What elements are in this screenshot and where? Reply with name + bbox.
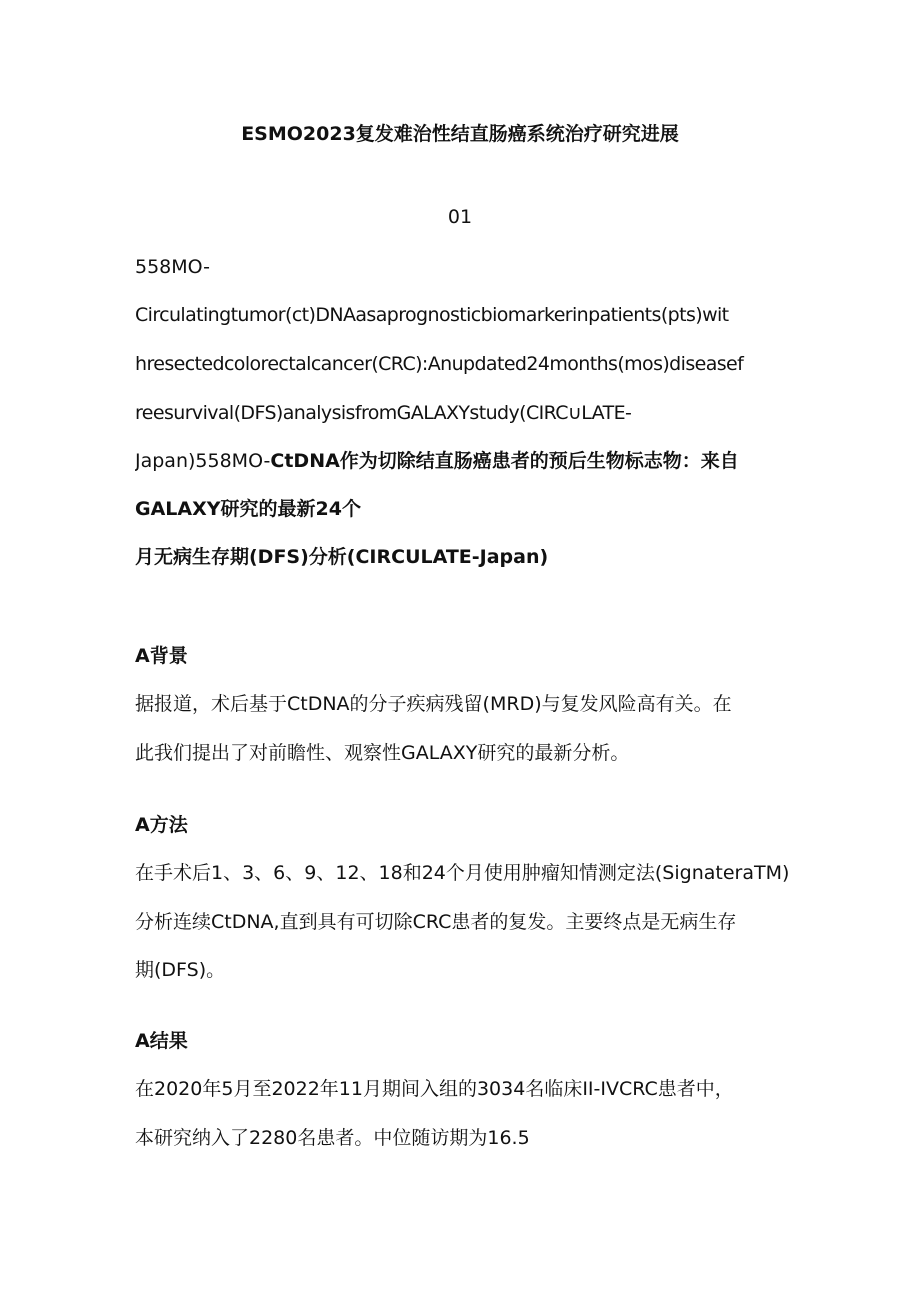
methods-paragraph-line: 期(DFS)。: [135, 959, 226, 981]
study-title-line: 558MO-: [135, 256, 210, 278]
study-title-line: hresectedcolorectalcancer(CRC):Anupdated24months(mos)diseasef: [135, 353, 744, 375]
study-title-bold-line: GALAXY研究的最新24个: [135, 498, 361, 520]
methods-heading: A方法: [135, 814, 188, 836]
methods-paragraph-line: 在手术后1、3、6、9、12、18和24个月使用肿瘤知情测定法(SignateraTM): [135, 862, 790, 884]
results-paragraph-line: 本研究纳入了2280名患者。中位随访期为16.5: [135, 1127, 530, 1149]
document-title: ESMO2023复发难治性结直肠癌系统治疗研究进展: [241, 123, 679, 145]
study-title-bold-segment: CtDNA作为切除结直肠癌患者的预后生物标志物：来自: [270, 450, 739, 472]
methods-paragraph-line: 分析连续CtDNA,直到具有可切除CRC患者的复发。主要终点是无病生存: [135, 911, 737, 933]
study-title-mixed-line: [135, 447, 795, 475]
results-heading: A结果: [135, 1030, 188, 1052]
results-paragraph-line: 在2020年5月至2022年11月期间入组的3034名临床II-IVCRC患者中，: [135, 1078, 734, 1100]
background-heading: A背景: [135, 645, 188, 667]
study-title-line: reesurvival(DFS)analysisfromGALAXYstudy(CIRC∪LATE-: [135, 402, 632, 424]
background-paragraph-line: 此我们提出了对前瞻性、观察性GALAXY研究的最新分析。: [135, 742, 630, 764]
background-paragraph-line: 据报道，术后基于CtDNA的分子疾病残留(MRD)与复发风险高有关。在: [135, 693, 732, 715]
study-title-bold-line: 月无病生存期(DFS)分析(CIRCULATE-Japan): [135, 546, 549, 568]
study-title-line: Circulatingtumor(ct)DNAasaprognosticbiomarkerinpatients(pts)wit: [135, 304, 729, 326]
section-number: 01: [447, 206, 473, 228]
study-title-plain-segment: Japan)558MO-: [135, 450, 271, 472]
